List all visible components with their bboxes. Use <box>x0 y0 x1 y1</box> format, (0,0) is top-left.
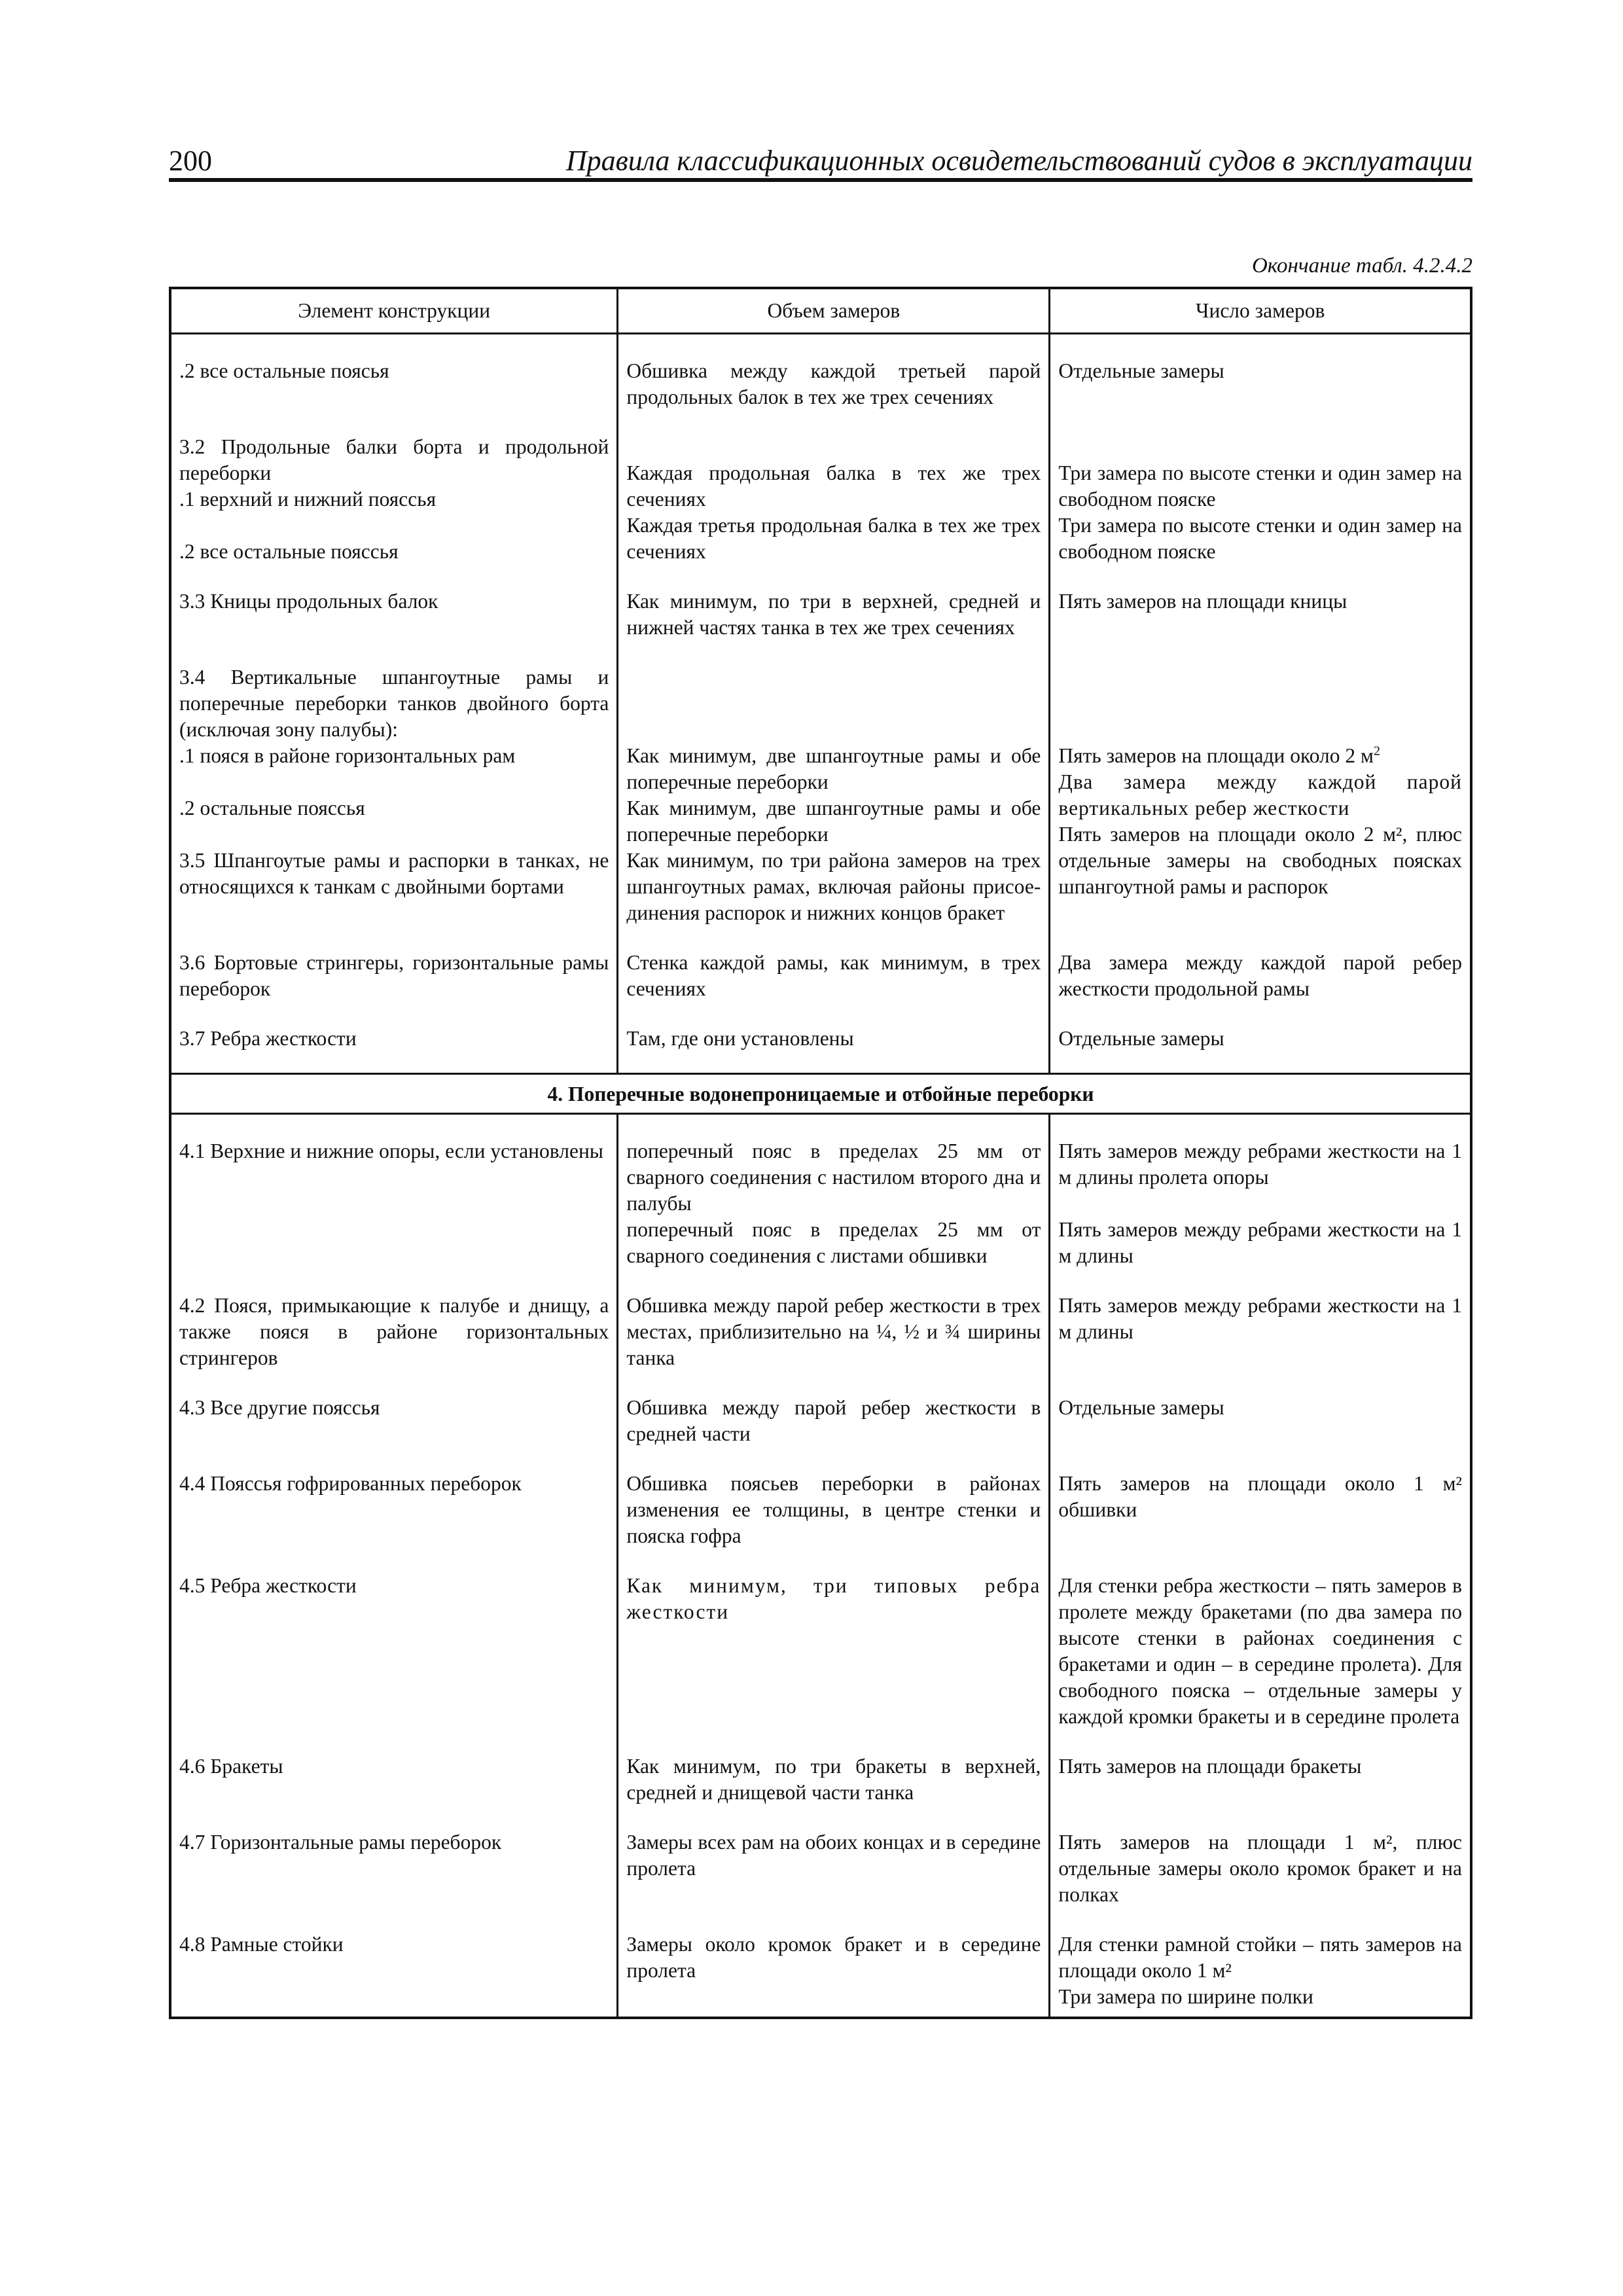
scope-cell: Как минимум, по три района замеров на трех шпангоутных рамах, включая районы присое-динения распорок и нижних концов бракет <box>626 849 1041 924</box>
scope-cell: Как минимум, по три в верхней, средней и нижней частях танка в тех же трех сечениях <box>626 590 1041 639</box>
element-cell: .2 все остальные поясья <box>179 359 389 382</box>
superscript: 2 <box>1373 744 1380 759</box>
count-cell: Три замера по высоте стенки и один замер на свободном пояске <box>1058 461 1462 511</box>
header-rule <box>169 178 1472 182</box>
table-row <box>170 355 1471 410</box>
element-cell: .2 остальные пояссья <box>179 797 365 819</box>
count-cell: Два замера между каждой парой ребер жесткости продольной рамы <box>1058 951 1462 1000</box>
count-cell: Пять замеров между ребрами жесткости на 1 м длины <box>1058 1294 1462 1343</box>
scope-cell: Как минимум, две шпангоутные рамы и обе поперечные переборки <box>626 744 1041 793</box>
scope-cell: Каждая третья продольная балка в тех же трех сечениях <box>626 514 1041 563</box>
table-row <box>170 431 1471 565</box>
measurements-table <box>169 287 1472 2019</box>
element-cell: 4.5 Ребра жесткости <box>179 1574 357 1597</box>
count-cell: Отдельные замеры <box>1058 359 1224 382</box>
element-cell: 3.4 Вертикальные шпангоутные рамы и поперечные переборки танков двойного борта (исключая зону палубы): <box>179 666 609 741</box>
count-cell: Три замера по высоте стенки и один замер на свободном пояске <box>1058 514 1462 563</box>
element-cell: 3.2 Продольные балки борта и продольной переборки <box>179 435 609 484</box>
scope-cell: Как минимум, две шпангоутные рамы и обе поперечные переборки <box>626 797 1041 846</box>
count-cell: Пять замеров между ребрами жесткости на 1 м длины пролета опоры <box>1058 1139 1462 1189</box>
scope-cell: Как минимум, три типовых ребра жесткости <box>626 1574 1041 1623</box>
count-cell <box>1058 743 1462 769</box>
column-header-element: Элемент конструкции <box>170 288 618 334</box>
scope-cell: Как минимум, по три бракеты в верхней, средней и днищевой части танка <box>626 1755 1041 1804</box>
column-header-scope: Объем замеров <box>618 288 1050 334</box>
table-row <box>170 1392 1471 1447</box>
scope-cell: Обшивка между парой ребер жесткости в средней части <box>626 1396 1041 1445</box>
count-text: Пять замеров на площади около 2 м <box>1058 744 1374 767</box>
element-cell: 4.8 Рамные стойки <box>179 1933 344 1956</box>
table-header-row <box>170 288 1471 334</box>
scope-cell: Замеры всех рам на обоих концах и в середине пролета <box>626 1831 1041 1880</box>
running-title: Правила классификационных освидетельствований судов в эксплуатации <box>565 145 1472 177</box>
scope-cell: Каждая продольная балка в тех же трех сечениях <box>626 461 1041 511</box>
element-cell: 3.3 Кницы продольных балок <box>179 590 438 613</box>
element-cell: 4.3 Все другие пояссья <box>179 1396 380 1419</box>
element-cell: 3.5 Шпангоутые рамы и распорки в танках, не относящихся к танкам с двойными бортами <box>179 849 609 898</box>
scope-cell: поперечный пояс в пределах 25 мм от сварного соединения с листами обшивки <box>626 1218 1041 1267</box>
scope-cell: Стенка каждой рамы, как минимум, в трех сечениях <box>626 951 1041 1000</box>
count-cell: Пять замеров между ребрами жесткости на 1 м длины <box>1058 1218 1462 1267</box>
table-row <box>170 1136 1471 1269</box>
table-row <box>170 662 1471 926</box>
page-header <box>169 143 1472 182</box>
table-row <box>170 1570 1471 1730</box>
measurements-table-container <box>169 287 1472 2019</box>
count-cell: Пять замеров на площади около 2 м², плюс отдельные замеры на свободных поясках шпангоутной рамы и распорок <box>1058 823 1462 898</box>
element-cell: 3.6 Бортовые стрингеры, горизонтальные рамы переборок <box>179 951 609 1000</box>
element-cell: .1 пояся в районе горизонтальных рам <box>179 744 516 767</box>
table-row <box>170 1468 1471 1549</box>
count-cell: Отдельные замеры <box>1058 1396 1224 1419</box>
section-title: 4. Поперечные водонепроницаемые и отбойные переборки <box>170 1074 1471 1114</box>
scope-cell: Обшивка между каждой третьей парой продольных балок в тех же трех сечениях <box>626 359 1041 408</box>
table-row <box>170 947 1471 1002</box>
element-cell: .2 все остальные пояссья <box>179 540 399 563</box>
count-cell: Два замера между каждой парой вертикальных ребер жесткости <box>1058 770 1462 819</box>
scope-cell: Там, где они установлены <box>626 1027 854 1050</box>
element-cell: 4.4 Пояссья гофрированных переборок <box>179 1472 522 1495</box>
count-cell: Для стенки ребра жесткости – пять замеров в пролете между бракетами (по два замера по высоте стенки в районах соединения с бракетами и один – в середине пролета). Для свободного пояска – отдельные замеры у каждой кромки бракеты и в середине пролета <box>1058 1574 1462 1728</box>
table-caption: Окончание табл. 4.2.4.2 <box>1251 254 1472 278</box>
scope-cell: Обшивка поясьев переборки в районах изменения ее толщины, в центре стенки и пояска гофра <box>626 1472 1041 1547</box>
column-header-count: Число замеров <box>1050 288 1471 334</box>
count-cell: Пять замеров на площади около 1 м² обшивки <box>1058 1472 1462 1521</box>
page-number: 200 <box>169 145 212 177</box>
count-cell: Пять замеров на площади бракеты <box>1058 1755 1362 1778</box>
table-row <box>170 586 1471 641</box>
count-cell: Отдельные замеры <box>1058 1027 1224 1050</box>
scope-cell: Обшивка между парой ребер жесткости в трех местах, приблизительно на ¼, ½ и ¾ ширины танка <box>626 1294 1041 1369</box>
count-cell: Пять замеров на площади кницы <box>1058 590 1347 613</box>
element-cell: 4.2 Пояся, примыкающие к палубе и днищу, а также пояся в районе горизонтальных стрингеров <box>179 1294 609 1369</box>
element-cell: 4.7 Горизонтальные рамы переборок <box>179 1831 502 1854</box>
table-row <box>170 1929 1471 2010</box>
element-cell: .1 верхний и нижний пояссья <box>179 488 437 511</box>
section-header-row <box>170 1074 1471 1114</box>
scope-cell: Замеры около кромок бракет и в середине пролета <box>626 1933 1041 1982</box>
count-cell: Три замера по ширине полки <box>1058 1985 1313 2008</box>
count-cell: Для стенки рамной стойки – пять замеров на площади около 1 м² <box>1058 1933 1462 1982</box>
table-row <box>170 1827 1471 1908</box>
table-row <box>170 1290 1471 1371</box>
count-cell: Пять замеров на площади 1 м², плюс отдельные замеры около кромок бракет и на полках <box>1058 1831 1462 1906</box>
element-cell: 3.7 Ребра жесткости <box>179 1027 357 1050</box>
table-row <box>170 1751 1471 1806</box>
element-cell: 4.6 Бракеты <box>179 1755 283 1778</box>
scope-cell: поперечный пояс в пределах 25 мм от сварного соединения с настилом второго дна и палубы <box>626 1139 1041 1215</box>
element-cell: 4.1 Верхние и нижние опоры, если установлены <box>179 1139 603 1162</box>
table-row <box>170 1023 1471 1052</box>
